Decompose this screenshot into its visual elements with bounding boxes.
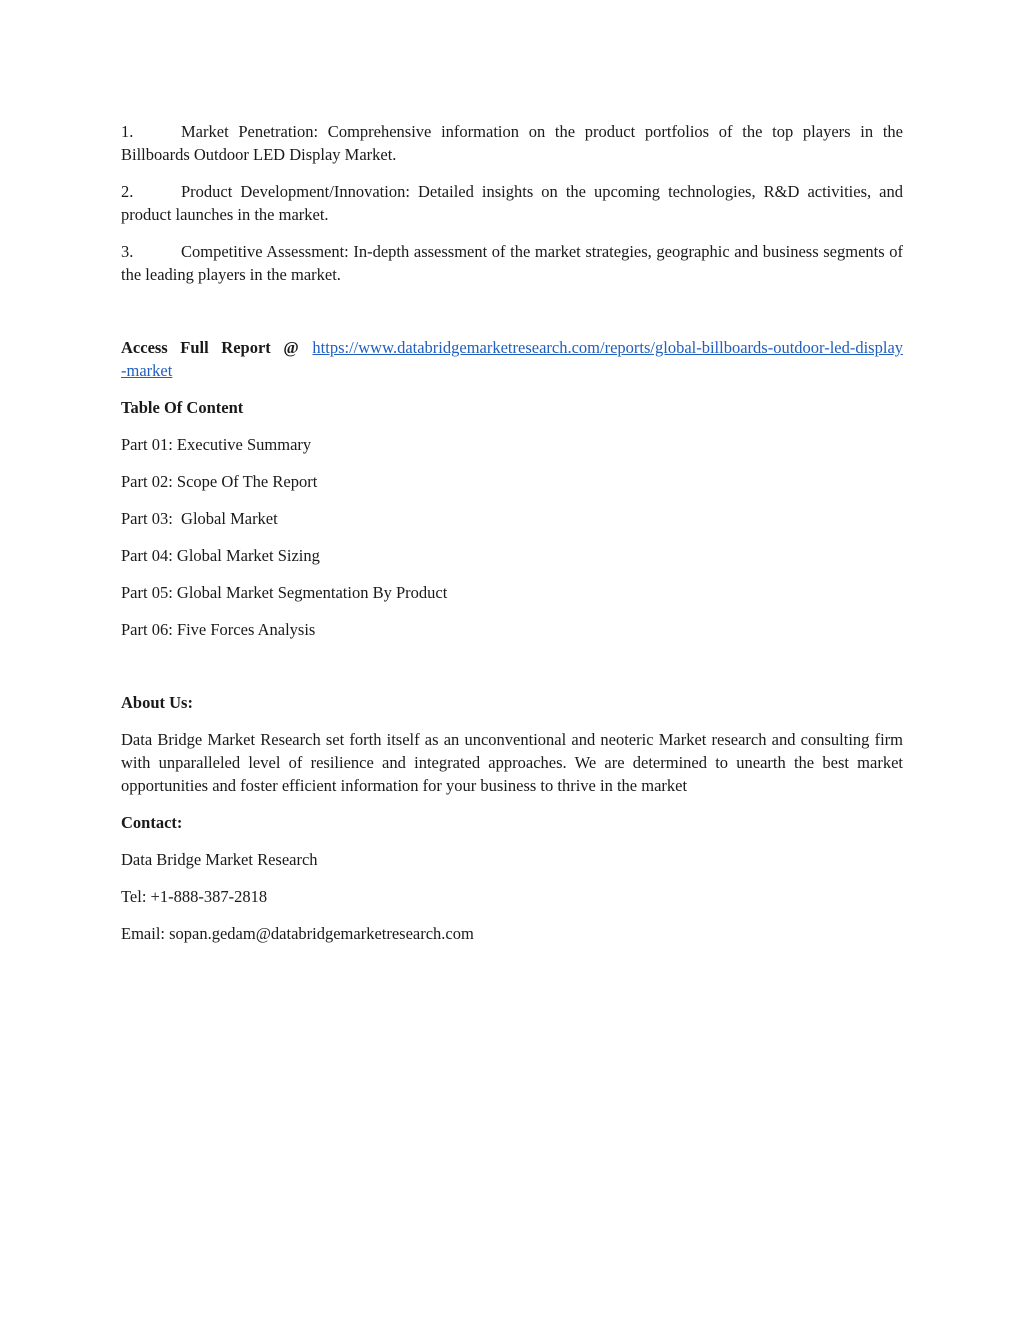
toc-item: Part 03: Global Market — [121, 509, 278, 528]
list-number: 2. — [121, 182, 134, 201]
list-item — [121, 240, 903, 286]
toc-item: Part 02: Scope Of The Report — [121, 472, 318, 491]
toc-item: Part 04: Global Market Sizing — [121, 546, 320, 565]
toc-heading: Table Of Content — [121, 398, 244, 417]
access-report-line — [121, 336, 903, 382]
list-number: 3. — [121, 242, 134, 261]
document-page — [121, 120, 903, 959]
list-number: 1. — [121, 122, 134, 141]
contact-heading: Contact: — [121, 813, 183, 832]
list-text: Competitive Assessment: In-depth assessment of the market strategies, geographic and business segments of the leading players in the market. — [121, 242, 903, 284]
contact-email: Email: sopan.gedam@databridgemarketresearch.com — [121, 924, 474, 943]
about-text: Data Bridge Market Research set forth itself as an unconventional and neoteric Market research and consulting firm with unparalleled level of resilience and integrated approaches. We are determined to unearth the best market opportunities and foster efficient information for your business to thrive in the market — [121, 730, 903, 795]
spacer — [121, 655, 903, 691]
contact-company: Data Bridge Market Research — [121, 850, 318, 869]
spacer — [121, 300, 903, 336]
list-item — [121, 120, 903, 166]
contact-tel: Tel: +1-888-387-2818 — [121, 887, 268, 906]
toc-item: Part 06: Five Forces Analysis — [121, 620, 316, 639]
list-text: Product Development/Innovation: Detailed insights on the upcoming technologies, R&D activities, and product launches in the market. — [121, 182, 903, 224]
toc-item: Part 01: Executive Summary — [121, 435, 312, 454]
list-text: Market Penetration: Comprehensive information on the product portfolios of the top players in the Billboards Outdoor LED Display Market. — [121, 122, 903, 164]
report-link[interactable]: https://www.databridgemarketresearch.com/reports/global-billboards-outdoor-led-display-market — [121, 338, 904, 380]
toc-item: Part 05: Global Market Segmentation By Product — [121, 583, 448, 602]
list-item — [121, 180, 903, 226]
access-report-label: Access Full Report @ — [121, 338, 299, 357]
about-heading: About Us: — [121, 693, 193, 712]
